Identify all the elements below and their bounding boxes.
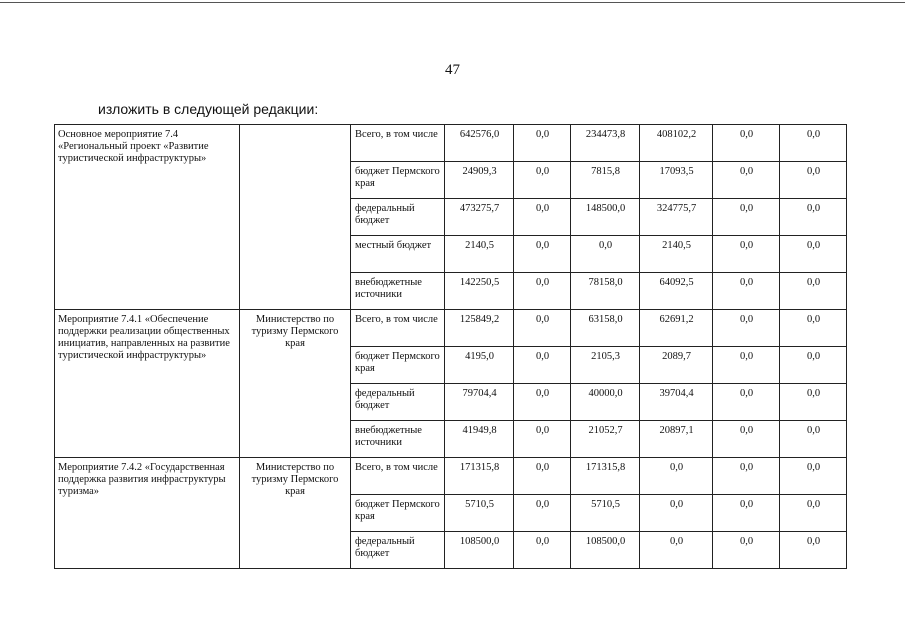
value-cell-year-2: 234473,8	[571, 125, 640, 162]
value-cell-year-2: 108500,0	[571, 532, 640, 569]
funding-source-cell: федеральный бюджет	[351, 532, 445, 569]
value-cell-year-3: 0,0	[640, 532, 713, 569]
value-cell-year-3: 0,0	[640, 458, 713, 495]
value-cell-year-5: 0,0	[780, 310, 847, 347]
executor-cell: Министерство по туризму Пермского края	[240, 458, 351, 569]
value-cell-year-2: 0,0	[571, 236, 640, 273]
activity-cell: Мероприятие 7.4.2 «Государственная поддержка развития инфраструктуры туризма»	[55, 458, 240, 569]
value-cell-year-4: 0,0	[713, 199, 780, 236]
value-cell-year-4: 0,0	[713, 347, 780, 384]
value-cell-year-3: 408102,2	[640, 125, 713, 162]
table-row	[55, 310, 847, 347]
funding-source-cell: внебюджетные источники	[351, 273, 445, 310]
value-cell-year-3: 64092,5	[640, 273, 713, 310]
value-cell-total: 24909,3	[445, 162, 514, 199]
funding-source-cell: федеральный бюджет	[351, 199, 445, 236]
value-cell-year-2: 7815,8	[571, 162, 640, 199]
table-row	[55, 125, 847, 162]
value-cell-total: 171315,8	[445, 458, 514, 495]
value-cell-year-3: 39704,4	[640, 384, 713, 421]
value-cell-year-5: 0,0	[780, 458, 847, 495]
value-cell-year-1: 0,0	[514, 125, 571, 162]
value-cell-year-5: 0,0	[780, 162, 847, 199]
value-cell-total: 4195,0	[445, 347, 514, 384]
value-cell-year-3: 2140,5	[640, 236, 713, 273]
value-cell-year-2: 2105,3	[571, 347, 640, 384]
value-cell-year-3: 62691,2	[640, 310, 713, 347]
activity-cell: Мероприятие 7.4.1 «Обеспечение поддержки реализации общественных инициатив, направленных на развитие туристической инфраструктуры»	[55, 310, 240, 458]
value-cell-year-5: 0,0	[780, 532, 847, 569]
executor-cell: Министерство по туризму Пермского края	[240, 310, 351, 458]
value-cell-year-3: 20897,1	[640, 421, 713, 458]
value-cell-year-2: 63158,0	[571, 310, 640, 347]
value-cell-year-2: 171315,8	[571, 458, 640, 495]
value-cell-year-4: 0,0	[713, 236, 780, 273]
value-cell-year-5: 0,0	[780, 384, 847, 421]
value-cell-year-1: 0,0	[514, 236, 571, 273]
value-cell-year-4: 0,0	[713, 125, 780, 162]
value-cell-total: 108500,0	[445, 532, 514, 569]
funding-source-cell: внебюджетные источники	[351, 421, 445, 458]
funding-source-cell: бюджет Пермского края	[351, 347, 445, 384]
value-cell-year-1: 0,0	[514, 458, 571, 495]
scan-top-edge	[0, 2, 905, 3]
table-row	[55, 458, 847, 495]
funding-source-cell: бюджет Пермского края	[351, 495, 445, 532]
value-cell-year-2: 21052,7	[571, 421, 640, 458]
intro-text: изложить в следующей редакции:	[98, 101, 319, 117]
value-cell-total: 79704,4	[445, 384, 514, 421]
value-cell-year-5: 0,0	[780, 199, 847, 236]
value-cell-year-5: 0,0	[780, 421, 847, 458]
funding-source-cell: Всего, в том числе	[351, 458, 445, 495]
value-cell-year-1: 0,0	[514, 532, 571, 569]
executor-cell	[240, 125, 351, 310]
funding-source-cell: Всего, в том числе	[351, 310, 445, 347]
value-cell-year-1: 0,0	[514, 421, 571, 458]
value-cell-year-5: 0,0	[780, 273, 847, 310]
value-cell-year-4: 0,0	[713, 310, 780, 347]
value-cell-total: 473275,7	[445, 199, 514, 236]
value-cell-year-4: 0,0	[713, 458, 780, 495]
value-cell-year-3: 324775,7	[640, 199, 713, 236]
value-cell-year-4: 0,0	[713, 421, 780, 458]
value-cell-year-4: 0,0	[713, 273, 780, 310]
funding-source-cell: бюджет Пермского края	[351, 162, 445, 199]
value-cell-year-4: 0,0	[713, 384, 780, 421]
value-cell-total: 642576,0	[445, 125, 514, 162]
value-cell-year-1: 0,0	[514, 199, 571, 236]
value-cell-year-1: 0,0	[514, 495, 571, 532]
value-cell-year-2: 78158,0	[571, 273, 640, 310]
value-cell-year-3: 0,0	[640, 495, 713, 532]
value-cell-year-1: 0,0	[514, 273, 571, 310]
value-cell-year-3: 2089,7	[640, 347, 713, 384]
value-cell-total: 125849,2	[445, 310, 514, 347]
funding-source-cell: федеральный бюджет	[351, 384, 445, 421]
funding-source-cell: Всего, в том числе	[351, 125, 445, 162]
value-cell-year-5: 0,0	[780, 125, 847, 162]
value-cell-year-5: 0,0	[780, 347, 847, 384]
budget-table	[54, 124, 847, 569]
value-cell-total: 41949,8	[445, 421, 514, 458]
budget-table-body	[55, 125, 847, 569]
value-cell-year-1: 0,0	[514, 347, 571, 384]
value-cell-year-3: 17093,5	[640, 162, 713, 199]
value-cell-year-1: 0,0	[514, 310, 571, 347]
value-cell-total: 2140,5	[445, 236, 514, 273]
value-cell-year-1: 0,0	[514, 384, 571, 421]
value-cell-year-5: 0,0	[780, 495, 847, 532]
value-cell-year-4: 0,0	[713, 162, 780, 199]
page-number: 47	[445, 62, 460, 78]
activity-cell: Основное мероприятие 7.4 «Региональный проект «Развитие туристической инфраструктуры»	[55, 125, 240, 310]
value-cell-year-5: 0,0	[780, 236, 847, 273]
value-cell-year-1: 0,0	[514, 162, 571, 199]
value-cell-year-2: 5710,5	[571, 495, 640, 532]
funding-source-cell: местный бюджет	[351, 236, 445, 273]
value-cell-year-4: 0,0	[713, 532, 780, 569]
value-cell-year-2: 148500,0	[571, 199, 640, 236]
value-cell-total: 5710,5	[445, 495, 514, 532]
value-cell-total: 142250,5	[445, 273, 514, 310]
value-cell-year-4: 0,0	[713, 495, 780, 532]
value-cell-year-2: 40000,0	[571, 384, 640, 421]
